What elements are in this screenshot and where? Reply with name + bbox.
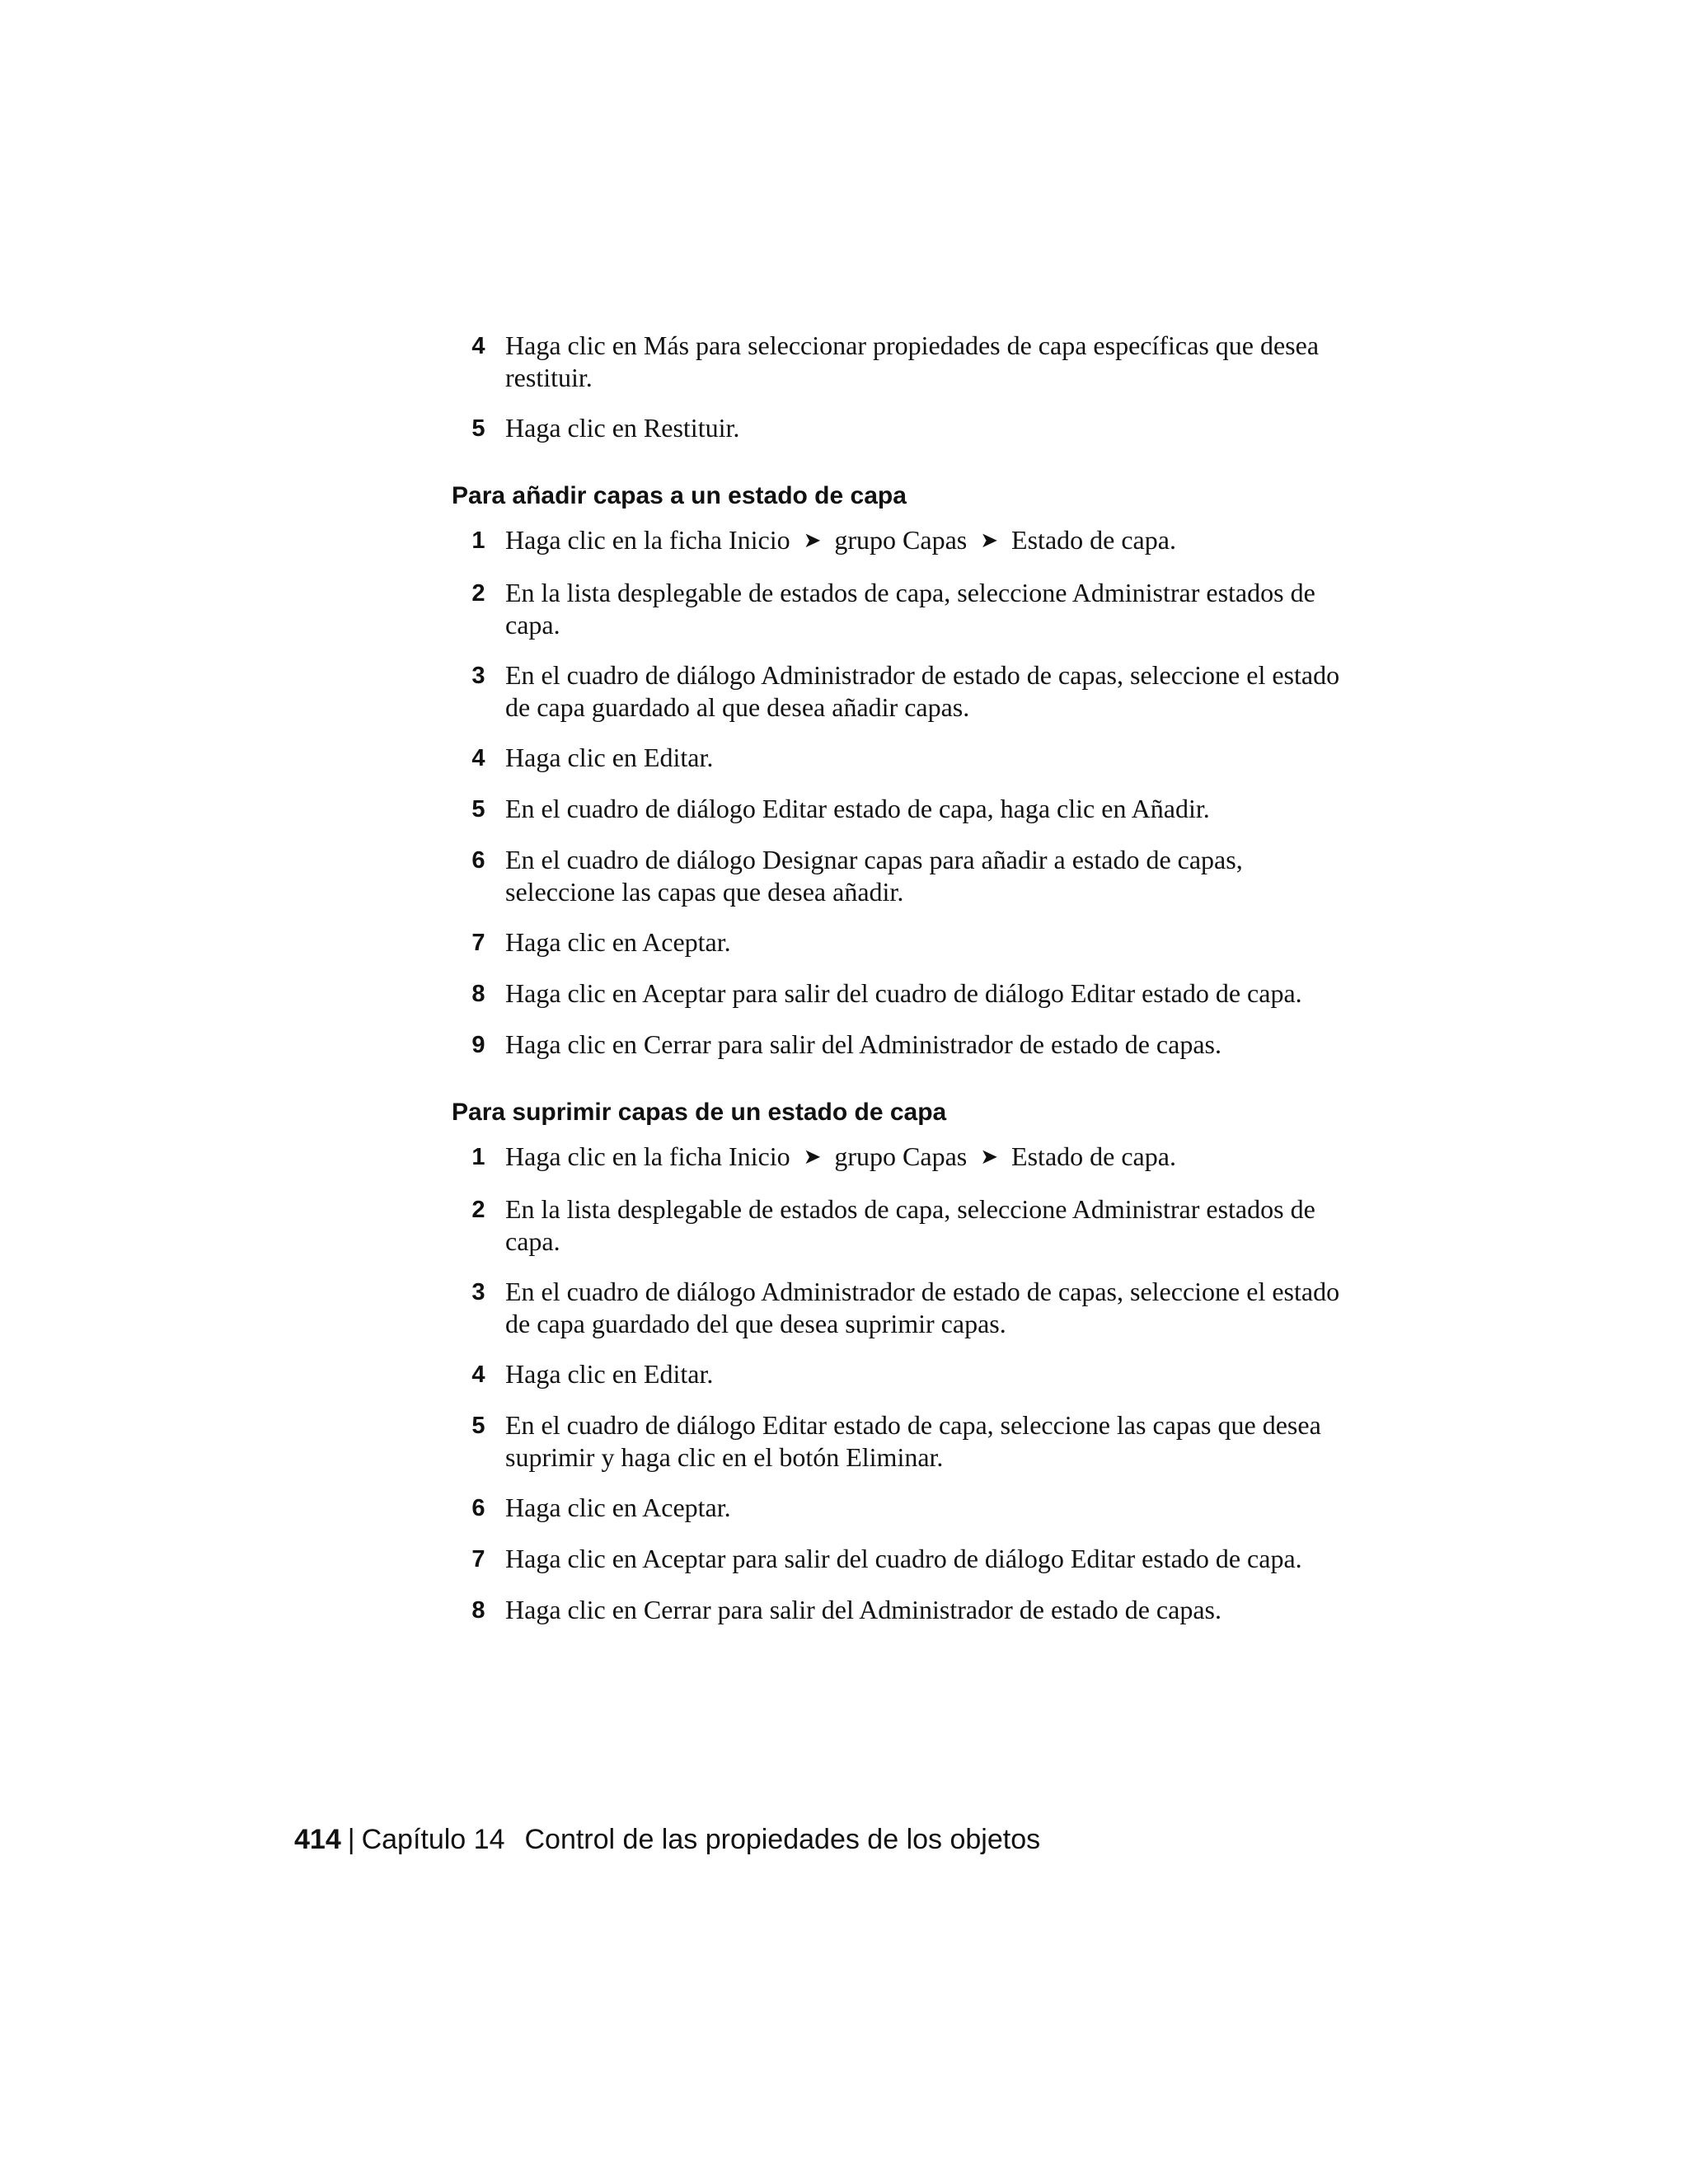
- step-number: 5: [471, 796, 485, 823]
- step-text: Haga clic en Restituir.: [505, 413, 740, 443]
- step-text: [505, 1141, 1342, 1175]
- step-text: Haga clic en Cerrar para salir del Administrador de estado de capas.: [505, 1029, 1221, 1059]
- list-item: [452, 330, 1342, 394]
- list-item: [452, 1029, 1342, 1062]
- step-text: [505, 524, 1342, 559]
- list-item: [452, 659, 1342, 724]
- list-item: [452, 977, 1342, 1010]
- list-item: [452, 1594, 1342, 1627]
- step-text: En la lista desplegable de estados de capa, seleccione Administrar estados de capa.: [505, 1194, 1315, 1256]
- menu-arrow-icon: ➤: [980, 528, 999, 553]
- step-text: Haga clic en Cerrar para salir del Administrador de estado de capas.: [505, 1595, 1221, 1624]
- step-text: En el cuadro de diálogo Administrador de estado de capas, seleccione el estado de capa guardado al que desea añadir capas.: [505, 660, 1340, 722]
- list-item: [452, 1141, 1342, 1175]
- step-number: 1: [471, 527, 485, 554]
- step-text: Haga clic en Aceptar.: [505, 1493, 731, 1522]
- intro-step-list: [452, 330, 1342, 445]
- step-number: 4: [471, 1361, 485, 1388]
- section-heading-remove-layers: Para suprimir capas de un estado de capa: [452, 1099, 947, 1126]
- list-item: [452, 1492, 1342, 1525]
- menu-arrow-icon: ➤: [803, 1145, 822, 1169]
- chapter-label: Capítulo 14: [361, 1824, 505, 1855]
- list-item: [452, 926, 1342, 959]
- step-text: Haga clic en Editar.: [505, 1359, 714, 1389]
- footer-separator: |: [347, 1824, 355, 1855]
- page-footer: [294, 1821, 1040, 1858]
- list-item: [452, 742, 1342, 775]
- chapter-title: Control de las propiedades de los objetos: [524, 1824, 1041, 1855]
- step-number: 6: [471, 847, 485, 874]
- step-text: En la lista desplegable de estados de capa, seleccione Administrar estados de capa.: [505, 578, 1315, 640]
- step-text-part: Estado de capa.: [1011, 1141, 1176, 1171]
- list-item: [452, 412, 1342, 445]
- list-item: [452, 524, 1342, 559]
- step-text-part: Estado de capa.: [1011, 525, 1176, 555]
- list-item: [452, 1409, 1342, 1474]
- page-content: [452, 330, 1342, 1645]
- step-number: 6: [471, 1495, 485, 1521]
- step-number: 9: [471, 1032, 485, 1058]
- list-item: [452, 1193, 1342, 1258]
- list-item: [452, 793, 1342, 826]
- section-heading-add-layers: Para añadir capas a un estado de capa: [452, 482, 907, 509]
- step-text-part: grupo Capas: [834, 1141, 968, 1171]
- step-number: 7: [471, 1546, 485, 1572]
- step-number: 5: [471, 1413, 485, 1439]
- step-text-part: grupo Capas: [834, 525, 968, 555]
- step-number: 4: [471, 745, 485, 771]
- step-number: 2: [471, 580, 485, 607]
- step-text-part: Haga clic en la ficha Inicio: [505, 1141, 790, 1171]
- step-number: 3: [471, 1279, 485, 1305]
- step-number: 3: [471, 663, 485, 689]
- step-text: Haga clic en Aceptar para salir del cuadro de diálogo Editar estado de capa.: [505, 1544, 1302, 1573]
- list-item: [452, 577, 1342, 641]
- remove-layers-step-list: [452, 1141, 1342, 1627]
- step-text: Haga clic en Editar.: [505, 743, 714, 772]
- step-text-part: Haga clic en la ficha Inicio: [505, 525, 790, 555]
- step-number: 7: [471, 930, 485, 956]
- step-text: En el cuadro de diálogo Designar capas para añadir a estado de capas, seleccione las capas que desea añadir.: [505, 845, 1243, 907]
- step-text: Haga clic en Más para seleccionar propiedades de capa específicas que desea restituir.: [505, 330, 1320, 392]
- step-number: 2: [471, 1197, 485, 1223]
- list-item: [452, 1358, 1342, 1391]
- step-number: 4: [471, 333, 485, 359]
- step-text: En el cuadro de diálogo Editar estado de capa, seleccione las capas que desea suprimir y haga clic en el botón Eliminar.: [505, 1410, 1321, 1472]
- menu-arrow-icon: ➤: [803, 528, 822, 553]
- step-text: En el cuadro de diálogo Editar estado de capa, haga clic en Añadir.: [505, 794, 1210, 823]
- step-number: 8: [471, 1597, 485, 1624]
- list-item: [452, 1276, 1342, 1340]
- step-number: 8: [471, 981, 485, 1007]
- list-item: [452, 1543, 1342, 1576]
- step-number: 1: [471, 1144, 485, 1170]
- step-number: 5: [471, 415, 485, 442]
- step-text: Haga clic en Aceptar para salir del cuadro de diálogo Editar estado de capa.: [505, 978, 1302, 1008]
- list-item: [452, 844, 1342, 908]
- step-text: En el cuadro de diálogo Administrador de estado de capas, seleccione el estado de capa guardado del que desea suprimir capas.: [505, 1277, 1340, 1338]
- menu-arrow-icon: ➤: [980, 1145, 999, 1169]
- page-number: 414: [294, 1824, 341, 1855]
- step-text: Haga clic en Aceptar.: [505, 927, 731, 957]
- add-layers-step-list: [452, 524, 1342, 1062]
